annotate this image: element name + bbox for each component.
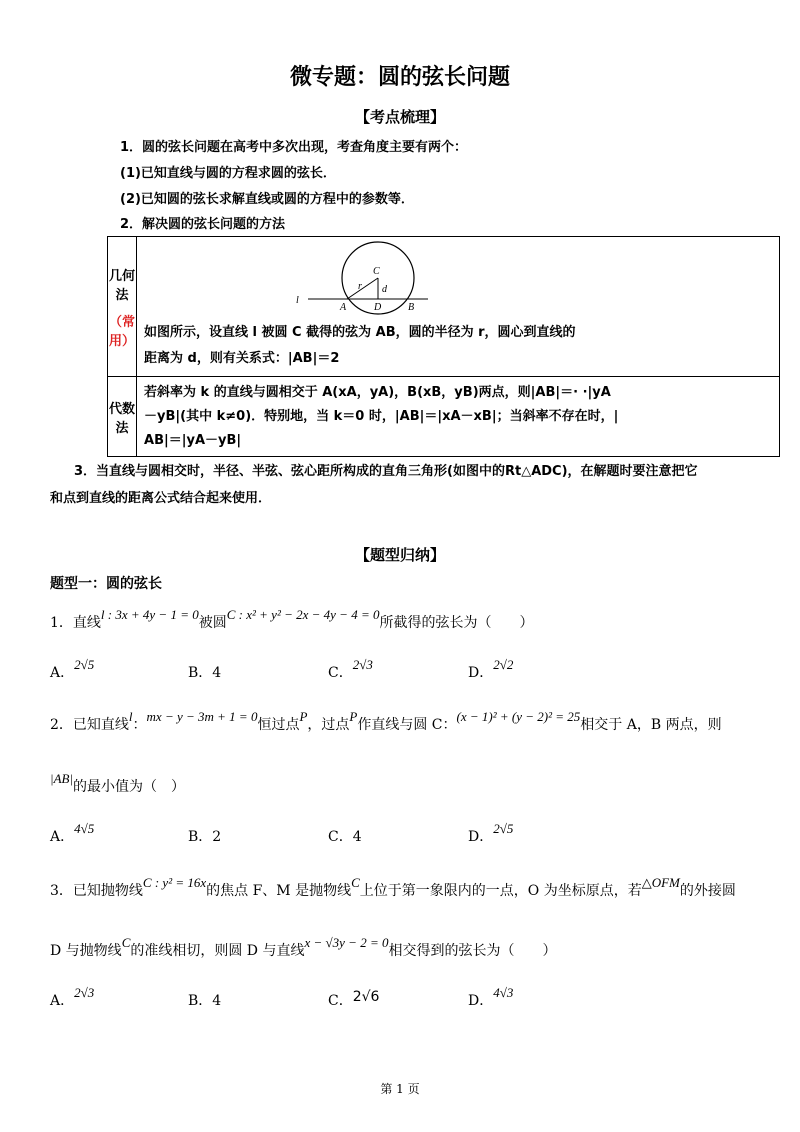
- q3-num: 3．已知抛物线: [50, 883, 143, 899]
- kaodian-p1: 1．圆的弦长问题在高考中多次出现，考查角度主要有两个：: [120, 140, 468, 155]
- question-3-line2: D 与抛物线C的准线相切，则圆 D 与直线x − √3y − 2 = 0相交得到的弦长为（ ）: [50, 935, 557, 959]
- q1-circle-eq: C : x² + y² − 2x − 4y − 4 = 0: [226, 607, 380, 622]
- alg-text-2: －yB|(其中 k≠0)．特别地，当 k＝0 时，|AB|＝|xA－xB|；当斜率不存在时，|: [144, 408, 619, 424]
- q2-circle-eq: (x − 1)² + (y − 2)² = 25: [456, 709, 581, 724]
- alg-text-3: AB|＝|yA－yB|: [144, 432, 242, 448]
- kaodian-p4: 2．解决圆的弦长问题的方法: [120, 217, 286, 232]
- q1-option-a[interactable]: A．2√5: [50, 657, 95, 681]
- q2-option-b[interactable]: B．2: [188, 829, 222, 845]
- q2-option-c[interactable]: C．4: [328, 829, 362, 845]
- method-table: [107, 236, 780, 457]
- q3-option-c[interactable]: C．2√6: [328, 989, 380, 1009]
- q1-num: 1．直线: [50, 615, 101, 631]
- kaodian-heading: 【考点梳理】: [354, 108, 445, 126]
- q1-end: 所截得的弦长为（ ）: [379, 615, 534, 631]
- alg-text-1: 若斜率为 k 的直线与圆相交于 A(xA，yA)，B(xB，yB)两点，则|AB|＝· ·|yA: [144, 384, 611, 400]
- q1-option-c[interactable]: C．2√3: [328, 657, 373, 681]
- geo-text-2: 距离为 d，则有关系式：|AB|＝2: [144, 350, 340, 366]
- question-2-line2: |AB|的最小值为（ ）: [50, 771, 186, 795]
- fig-label-r: r: [358, 280, 362, 292]
- kaodian-p2: (1)已知直线与圆的方程求圆的弦长．: [120, 166, 336, 181]
- q3-option-a[interactable]: A．2√3: [50, 985, 95, 1009]
- geo-text-1: 如图所示，设直线 l 被圆 C 截得的弦为 AB，圆的半径为 r，圆心到直线的: [144, 324, 576, 340]
- radius-line: [347, 278, 378, 299]
- q2-option-a[interactable]: A．4√5: [50, 821, 95, 845]
- q1-mid: 被圆: [198, 615, 227, 631]
- q1-option-b[interactable]: B．4: [188, 665, 222, 681]
- q3-option-d[interactable]: D．4√3: [468, 985, 514, 1009]
- fig-label-l: l: [296, 294, 299, 306]
- kaodian-p5: 3．当直线与圆相交时，半径、半弦、弦心距所构成的直角三角形(如图中的Rt△ADC)，在解题时要注意把它: [74, 464, 698, 479]
- question-3: 3．已知抛物线C : y² = 16x的焦点 F、M 是抛物线C上位于第一象限内的一点，O 为坐标原点，若△OFM的外接圆: [50, 875, 736, 899]
- geo-sub: （常用）: [109, 314, 136, 349]
- type1-heading: 题型一：圆的弦长: [50, 576, 162, 592]
- question-2: 2．已知直线l：mx − y − 3m + 1 = 0恒过点P，过点P作直线与圆 C：(x − 1)² + (y − 2)² = 25相交于 A，B 两点，则: [50, 709, 722, 733]
- alg-label: 代数法: [108, 377, 137, 457]
- q3-option-b[interactable]: B．4: [188, 993, 222, 1009]
- tixing-heading: 【题型归纳】: [354, 546, 445, 564]
- question-1: [50, 607, 534, 632]
- q2-line-eq: mx − y − 3m + 1 = 0: [146, 709, 258, 724]
- page-footer: 第 1 页: [380, 1082, 420, 1096]
- fig-label-D: D: [374, 301, 382, 313]
- geo-label-cell: [108, 237, 137, 377]
- q2-option-d[interactable]: D．2√5: [468, 821, 514, 845]
- page-title: 微专题：圆的弦长问题: [289, 65, 510, 90]
- geo-content-cell: [137, 237, 780, 377]
- fig-label-A: A: [340, 301, 347, 313]
- geo-label: 几何法: [109, 268, 136, 303]
- q1-line-eq: l : 3x + 4y − 1 = 0: [100, 607, 199, 622]
- q2-num: 2．已知直线: [50, 717, 129, 733]
- q3-parabola-eq: C : y² = 16x: [142, 875, 207, 890]
- kaodian-p6: 和点到直线的距离公式结合起来使用．: [50, 491, 272, 506]
- fig-label-B: B: [408, 301, 415, 313]
- fig-label-C: C: [373, 265, 380, 277]
- fig-label-d: d: [382, 283, 388, 295]
- q1-option-d[interactable]: D．2√2: [468, 657, 514, 681]
- kaodian-p3: (2)已知圆的弦长求解直线或圆的方程中的参数等．: [120, 192, 414, 207]
- q3-line-eq: x − √3y − 2 = 0: [304, 935, 389, 950]
- alg-content-cell: [137, 377, 780, 457]
- chord-figure: [296, 240, 778, 318]
